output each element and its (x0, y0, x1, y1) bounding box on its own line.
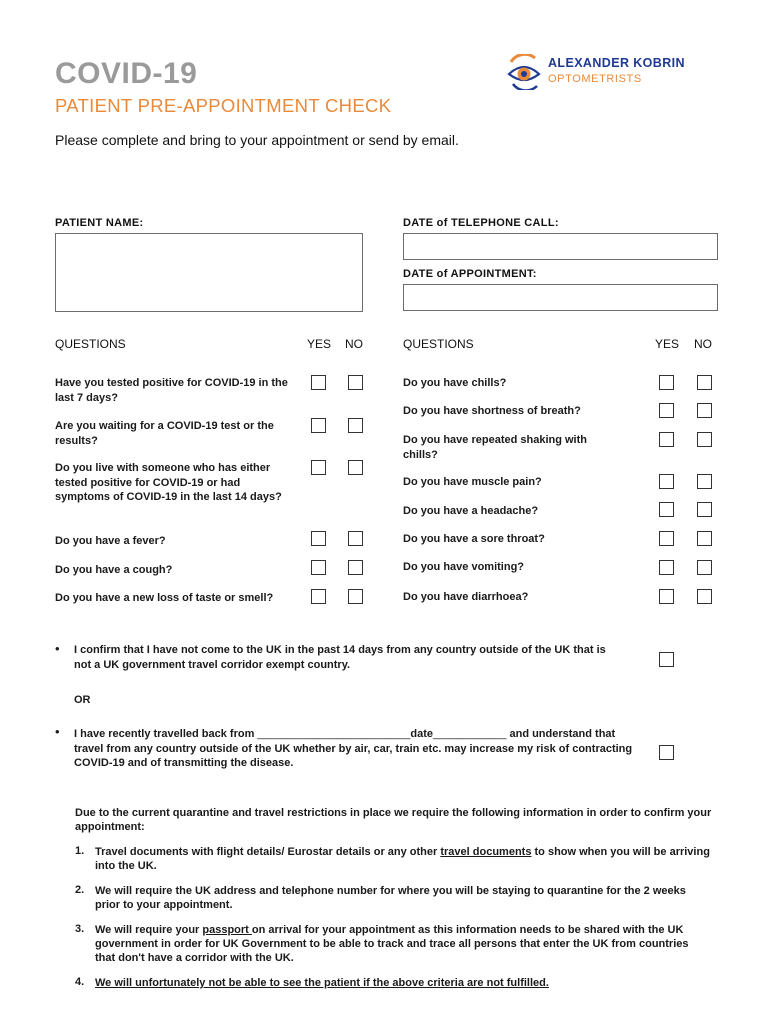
checkbox-right-6-yes[interactable] (659, 531, 674, 546)
checkbox-left-2-yes[interactable] (311, 418, 326, 433)
question-right-7: Do you have vomiting? (403, 561, 525, 573)
question-right-1: Do you have chills? (403, 377, 507, 389)
checkbox-right-7-no[interactable] (697, 560, 712, 575)
question-right-5: Do you have a headache? (403, 505, 539, 517)
checkbox-right-3-no[interactable] (697, 432, 712, 447)
origin-country-blank[interactable]: _________________________ (257, 728, 411, 740)
question-left-5: Do you have a cough? (55, 564, 173, 576)
question-left-1: Have you tested positive for COVID-19 in the last 7 days? (55, 377, 288, 404)
question-right-8: Do you have diarrhoea? (403, 591, 529, 603)
eye-icon (505, 54, 545, 90)
travel-documents-link: travel documents (440, 846, 532, 858)
req-3-number: 3. (75, 923, 85, 935)
req-2-number: 2. (75, 884, 85, 896)
telephone-date-label: DATE of TELEPHONE CALL: (403, 217, 559, 229)
no-header-left: NO (345, 337, 363, 351)
question-left-4: Do you have a fever? (55, 535, 166, 547)
checkbox-left-4-no[interactable] (348, 531, 363, 546)
req-1-text-a: Travel documents with flight details/ Eurostar details or any other (95, 846, 441, 858)
question-left-2: Are you waiting for a COVID-19 test or the results? (55, 420, 274, 447)
checkbox-left-4-yes[interactable] (311, 531, 326, 546)
checkbox-right-3-yes[interactable] (659, 432, 674, 447)
logo-name: ALEXANDER KOBRIN (548, 56, 685, 70)
travel-date-blank[interactable]: ____________ (433, 728, 507, 740)
checkbox-left-5-no[interactable] (348, 560, 363, 575)
req-4-text: We will unfortunately not be able to see the patient if the above criteria are not fulfilled. (95, 977, 549, 989)
checkbox-right-1-no[interactable] (697, 375, 712, 390)
req-2-text: We will require the UK address and telephone number for where you will be staying to quarantine for the 2 weeks prior to your appointment. (95, 885, 686, 911)
checkbox-right-7-yes[interactable] (659, 560, 674, 575)
option-2-text-a: I have recently travelled back from (74, 728, 258, 740)
checkbox-right-8-no[interactable] (697, 589, 712, 604)
or-label: OR (74, 694, 91, 706)
checkbox-right-2-no[interactable] (697, 403, 712, 418)
patient-name-label: PATIENT NAME: (55, 217, 144, 229)
checkbox-left-2-no[interactable] (348, 418, 363, 433)
no-header-right: NO (694, 337, 712, 351)
checkbox-left-3-no[interactable] (348, 460, 363, 475)
question-right-3: Do you have repeated shaking with chills? (403, 434, 587, 461)
telephone-date-field[interactable] (403, 233, 718, 260)
questions-header-left: QUESTIONS (55, 337, 126, 351)
bullet-2: • (55, 724, 60, 739)
option-2-text-c: and understand that travel from any country outside of the UK whether by air, car, train etc. may increase my risk of contracting COVID-19 and of transmitting the disease. (74, 728, 633, 769)
page-title: COVID-19 (55, 57, 198, 90)
page-subtitle: PATIENT PRE-APPOINTMENT CHECK (55, 95, 392, 116)
questions-header-right: QUESTIONS (403, 337, 474, 351)
checkbox-right-4-yes[interactable] (659, 474, 674, 489)
question-right-6: Do you have a sore throat? (403, 533, 545, 545)
patient-name-field[interactable] (55, 233, 363, 312)
question-left-3: Do you live with someone who has either tested positive for COVID-19 or had symptoms of COVID-19 in the last 14 days? (55, 462, 282, 503)
req-3-text-a: We will require your (95, 924, 203, 936)
yes-header-right: YES (655, 337, 680, 351)
confirm-option-1-checkbox[interactable] (659, 652, 674, 667)
req-3-text (95, 923, 710, 965)
req-1-number: 1. (75, 845, 85, 857)
confirm-option-2-checkbox[interactable] (659, 745, 674, 760)
logo-tagline: OPTOMETRISTS (548, 73, 642, 85)
checkbox-left-3-yes[interactable] (311, 460, 326, 475)
req-3-text-b: on arrival for your appointment as this information needs to be shared with the UK government in order for UK Government to be able to track and trace all persons that enter the UK from countries that don't have a corridor with the UK. (95, 924, 689, 964)
req-1-text-b: to show when you will be arriving into the UK. (95, 846, 710, 872)
checkbox-left-6-yes[interactable] (311, 589, 326, 604)
intro-text: Please complete and bring to your appointment or send by email. (55, 132, 459, 148)
checkbox-right-5-yes[interactable] (659, 502, 674, 517)
checkbox-right-1-yes[interactable] (659, 375, 674, 390)
confirm-option-2 (74, 727, 644, 771)
checkbox-left-5-yes[interactable] (311, 560, 326, 575)
yes-header-left: YES (307, 337, 332, 351)
question-left-6: Do you have a new loss of taste or smell? (55, 592, 274, 604)
question-right-2: Do you have shortness of breath? (403, 405, 581, 417)
passport-link: passport (202, 924, 252, 936)
option-2-text-b: date (410, 728, 433, 740)
checkbox-left-1-yes[interactable] (311, 375, 326, 390)
checkbox-left-1-no[interactable] (348, 375, 363, 390)
req-1-text (95, 845, 715, 873)
question-right-4: Do you have muscle pain? (403, 476, 542, 488)
checkbox-right-6-no[interactable] (697, 531, 712, 546)
appointment-date-field[interactable] (403, 284, 718, 311)
confirm-option-1: I confirm that I have not come to the UK in the past 14 days from any country outside of the UK that is not a UK government travel corridor exempt country. (74, 644, 606, 671)
practice-logo (505, 52, 725, 92)
appointment-date-label: DATE of APPOINTMENT: (403, 268, 537, 280)
requirements-intro: Due to the current quarantine and travel restrictions in place we require the following information in order to confirm your appointment: (75, 807, 712, 833)
checkbox-right-8-yes[interactable] (659, 589, 674, 604)
checkbox-right-2-yes[interactable] (659, 403, 674, 418)
checkbox-right-5-no[interactable] (697, 502, 712, 517)
bullet-1: • (55, 641, 60, 656)
req-4-number: 4. (75, 976, 85, 988)
checkbox-right-4-no[interactable] (697, 474, 712, 489)
checkbox-left-6-no[interactable] (348, 589, 363, 604)
